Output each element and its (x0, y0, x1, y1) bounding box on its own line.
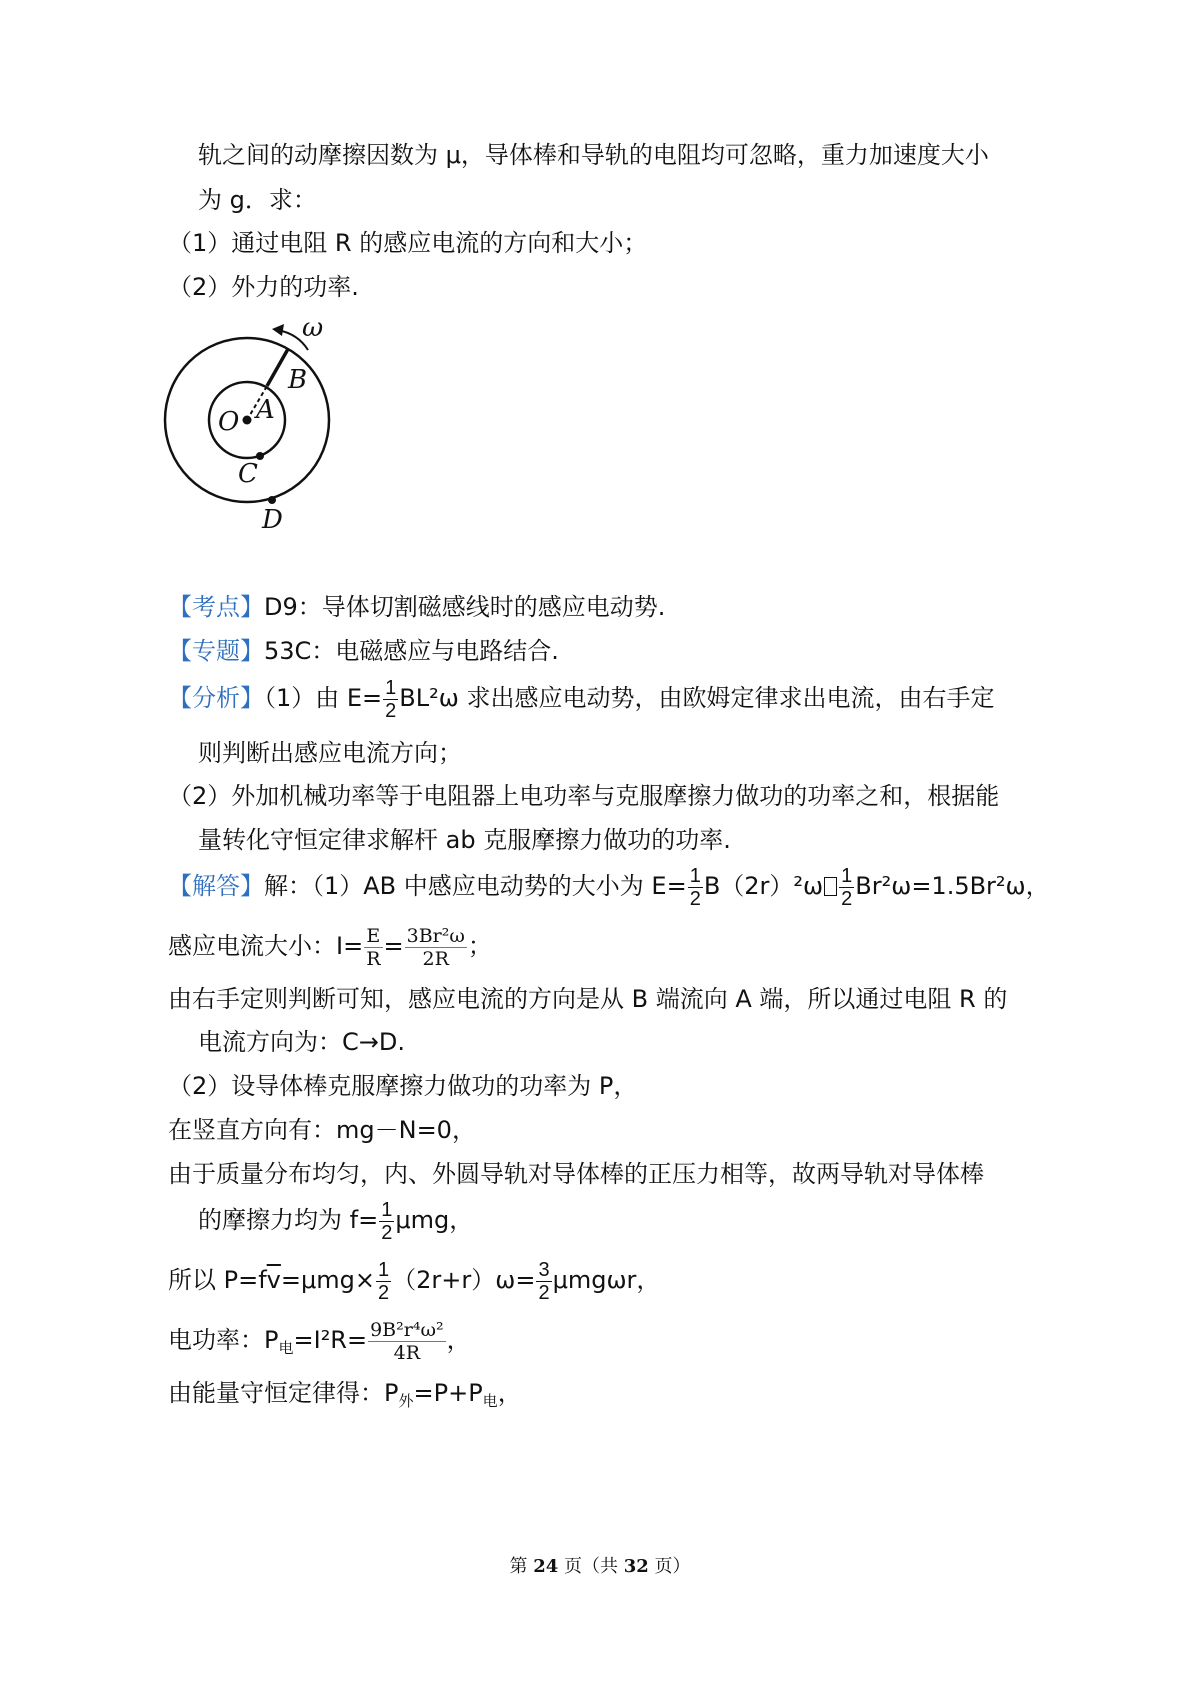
kaodian-line (168, 590, 665, 624)
page-footer: 第 24 页（共 32 页） (509, 1556, 691, 1577)
jieda-line-2 (168, 920, 492, 972)
jieda-text: ； (467, 932, 492, 960)
jieda-text: 由能量守恒定律得：P (168, 1379, 399, 1407)
fraction-one-half: $\frac{1}{2}$ (385, 676, 397, 722)
question-1: （1）通过电阻 R 的感应电流的方向和大小； (168, 229, 648, 257)
label-d: D (262, 505, 283, 535)
jieda-text: =P+P (413, 1379, 483, 1407)
jieda-text: =μmg× (280, 1266, 375, 1294)
concentric-rail-figure (150, 310, 360, 550)
jieda-line-11 (168, 1376, 522, 1418)
missing-glyph-box (824, 877, 837, 896)
jieda-text: （2r+r）ω= (392, 1266, 536, 1294)
subscript: 电 (278, 1339, 294, 1357)
fenxi-line-1 (168, 674, 994, 722)
jieda-line-8 (198, 1196, 473, 1244)
total-pages: 32 (623, 1556, 649, 1577)
fraction-electric-power: $\frac{\text{9B²r⁴ω²}}{4R}$ (370, 1318, 444, 1364)
fenxi-tag: 【分析】 (168, 684, 264, 712)
jieda-line-3: 由右手定则判断可知，感应电流的方向是从 B 端流向 A 端，所以通过电阻 R 的 (168, 985, 1008, 1013)
label-o: O (218, 407, 240, 437)
jieda-text: 电功率：P (168, 1326, 279, 1354)
fraction-one-half: $\frac{1}{2}$ (381, 1198, 393, 1244)
page-number: 24 (533, 1556, 559, 1577)
jieda-text: 感应电流大小：I= (168, 932, 364, 960)
zhuanti-line (168, 634, 559, 668)
kaodian-text: D9：导体切割磁感线时的感应电动势. (264, 593, 666, 621)
fenxi-text: BL²ω 求出感应电动势，由欧姆定律求出电流，由右手定 (399, 684, 995, 712)
point-o-dot (243, 416, 252, 425)
jieda-tag: 【解答】 (168, 872, 264, 900)
jieda-text: 所以 P=f (168, 1266, 267, 1294)
label-a: A (256, 395, 275, 425)
velocity-average: $\overline{v}$ (266, 1266, 281, 1294)
jieda-line-9 (168, 1256, 660, 1304)
subscript: 电 (482, 1392, 498, 1410)
zhuanti-text: 53C：电磁感应与电路结合. (264, 637, 559, 665)
fraction-one-half: $\frac{1}{2}$ (689, 864, 701, 910)
problem-text-line: 轨之间的动摩擦因数为 μ，导体棒和导轨的电阻均可忽略，重力加速度大小 (198, 141, 989, 169)
jieda-line-10 (168, 1314, 471, 1374)
rod-ab (267, 349, 288, 386)
point-d-dot (268, 496, 276, 504)
equals-sign: = (383, 932, 404, 960)
jieda-line-4: 电流方向为：C→D. (198, 1028, 405, 1056)
jieda-line-7: 由于质量分布均匀，内、外圆导轨对导体棒的正压力相等，故两导轨对导体棒 (168, 1160, 984, 1188)
fenxi-line-3: （2）外加机械功率等于电阻器上电功率与克服摩擦力做功的功率之和，根据能 (168, 782, 1000, 810)
fraction-current: $\frac{\text{3Br²ω}}{2R}$ (406, 924, 465, 970)
jieda-line-6: 在竖直方向有：mg－N=0， (168, 1116, 476, 1144)
rotation-arrowhead-icon (272, 324, 284, 336)
jieda-line-5: （2）设导体棒克服摩擦力做功的功率为 P， (168, 1072, 638, 1100)
problem-text-line: 为 g．求： (198, 186, 317, 214)
label-omega: ω (302, 313, 324, 343)
jieda-text: ， (497, 1379, 522, 1407)
jieda-text: B（2r）²ω (703, 872, 824, 900)
jieda-text: 解：（1）AB 中感应电动势的大小为 E= (264, 872, 687, 900)
fraction-three-halves: $\frac{3}{2}$ (538, 1258, 550, 1304)
label-c: C (238, 459, 258, 489)
fraction-e-over-r: $\frac{E}{R}$ (366, 924, 381, 970)
jieda-text: 的摩擦力均为 f= (198, 1206, 379, 1234)
label-b: B (288, 365, 308, 395)
jieda-text: μmgωr， (552, 1266, 661, 1294)
jieda-text: Br²ω=1.5Br²ω， (855, 872, 1050, 900)
zhuanti-tag: 【专题】 (168, 637, 264, 665)
kaodian-tag: 【考点】 (168, 593, 264, 621)
jieda-line-1 (168, 862, 1050, 910)
jieda-text: μmg， (395, 1206, 474, 1234)
fraction-one-half: $\frac{1}{2}$ (841, 864, 853, 910)
jieda-text: =I²R= (293, 1326, 368, 1354)
fenxi-text: （1）由 E= (264, 684, 383, 712)
question-2: （2）外力的功率. (168, 273, 359, 301)
fraction-one-half: $\frac{1}{2}$ (377, 1258, 390, 1304)
fenxi-line-2: 则判断出感应电流方向； (198, 739, 462, 767)
jieda-text: ， (446, 1326, 471, 1354)
fenxi-line-4: 量转化守恒定律求解杆 ab 克服摩擦力做功的功率. (198, 826, 731, 854)
subscript: 外 (398, 1392, 414, 1410)
